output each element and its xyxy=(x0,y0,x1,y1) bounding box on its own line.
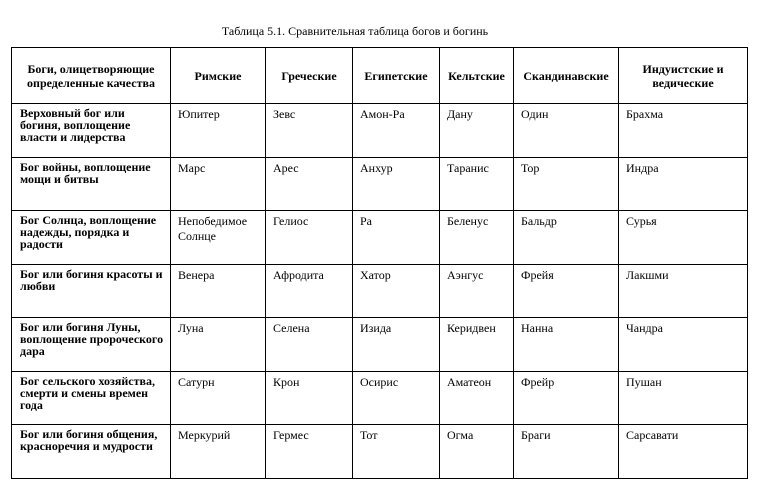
gods-comparison-table xyxy=(11,47,748,479)
column-header-norse: Скандинавские xyxy=(514,48,619,104)
hindu-cell: Сурья xyxy=(619,211,748,265)
quality-cell: Бог войны, воплощение мощи и битвы xyxy=(12,157,171,211)
norse-cell: Фрейр xyxy=(514,371,619,425)
column-header-hindu: Индуистские и ведические xyxy=(619,48,748,104)
egyptian-cell: Ра xyxy=(353,211,440,265)
column-header-quality: Боги, олицетворяющие определенные качества xyxy=(12,48,171,104)
celtic-cell: Аматеон xyxy=(440,371,514,425)
norse-cell: Бальдр xyxy=(514,211,619,265)
quality-cell: Верховный бог или богиня, воплощение власти и лидерства xyxy=(12,104,171,158)
column-header-celtic: Кельтские xyxy=(440,48,514,104)
roman-cell: Юпитер xyxy=(171,104,266,158)
roman-cell: Луна xyxy=(171,318,266,372)
greek-cell: Афродита xyxy=(266,264,353,318)
quality-cell: Бог или богиня красоты и любви xyxy=(12,264,171,318)
header-row xyxy=(12,48,748,104)
table-row xyxy=(12,211,748,265)
roman-cell: Венера xyxy=(171,264,266,318)
celtic-cell: Таранис xyxy=(440,157,514,211)
table-row xyxy=(12,157,748,211)
column-header-greek: Греческие xyxy=(266,48,353,104)
celtic-cell: Аэнгус xyxy=(440,264,514,318)
quality-cell: Бог Солнца, воплощение надежды, порядка и радости xyxy=(12,211,171,265)
egyptian-cell: Анхур xyxy=(353,157,440,211)
hindu-cell: Сарсавати xyxy=(619,425,748,479)
egyptian-cell: Тот xyxy=(353,425,440,479)
greek-cell: Арес xyxy=(266,157,353,211)
norse-cell: Фрейя xyxy=(514,264,619,318)
greek-cell: Гелиос xyxy=(266,211,353,265)
greek-cell: Гермес xyxy=(266,425,353,479)
roman-cell: Сатурн xyxy=(171,371,266,425)
egyptian-cell: Хатор xyxy=(353,264,440,318)
table-caption: Таблица 5.1. Сравнительная таблица богов и богинь xyxy=(221,24,489,38)
table-row xyxy=(12,104,748,158)
celtic-cell: Беленус xyxy=(440,211,514,265)
quality-cell: Бог или богиня общения, красноречия и мудрости xyxy=(12,425,171,479)
table-row xyxy=(12,371,748,425)
egyptian-cell: Амон-Ра xyxy=(353,104,440,158)
roman-cell: Марс xyxy=(171,157,266,211)
quality-cell: Бог сельского хозяйства, смерти и смены времен года xyxy=(12,371,171,425)
norse-cell: Один xyxy=(514,104,619,158)
celtic-cell: Керидвен xyxy=(440,318,514,372)
egyptian-cell: Осирис xyxy=(353,371,440,425)
norse-cell: Тор xyxy=(514,157,619,211)
norse-cell: Браги xyxy=(514,425,619,479)
hindu-cell: Чандра xyxy=(619,318,748,372)
greek-cell: Крон xyxy=(266,371,353,425)
roman-cell: Непобедимое Солнце xyxy=(171,211,266,265)
table-row xyxy=(12,264,748,318)
hindu-cell: Брахма xyxy=(619,104,748,158)
hindu-cell: Индра xyxy=(619,157,748,211)
column-header-roman: Римские xyxy=(171,48,266,104)
table-row xyxy=(12,318,748,372)
table-row xyxy=(12,425,748,479)
celtic-cell: Огма xyxy=(440,425,514,479)
greek-cell: Зевс xyxy=(266,104,353,158)
quality-cell: Бог или богиня Луны, воплощение пророческого дара xyxy=(12,318,171,372)
greek-cell: Селена xyxy=(266,318,353,372)
egyptian-cell: Изида xyxy=(353,318,440,372)
celtic-cell: Дану xyxy=(440,104,514,158)
hindu-cell: Пушан xyxy=(619,371,748,425)
column-header-egyptian: Египетские xyxy=(353,48,440,104)
norse-cell: Нанна xyxy=(514,318,619,372)
hindu-cell: Лакшми xyxy=(619,264,748,318)
roman-cell: Меркурий xyxy=(171,425,266,479)
